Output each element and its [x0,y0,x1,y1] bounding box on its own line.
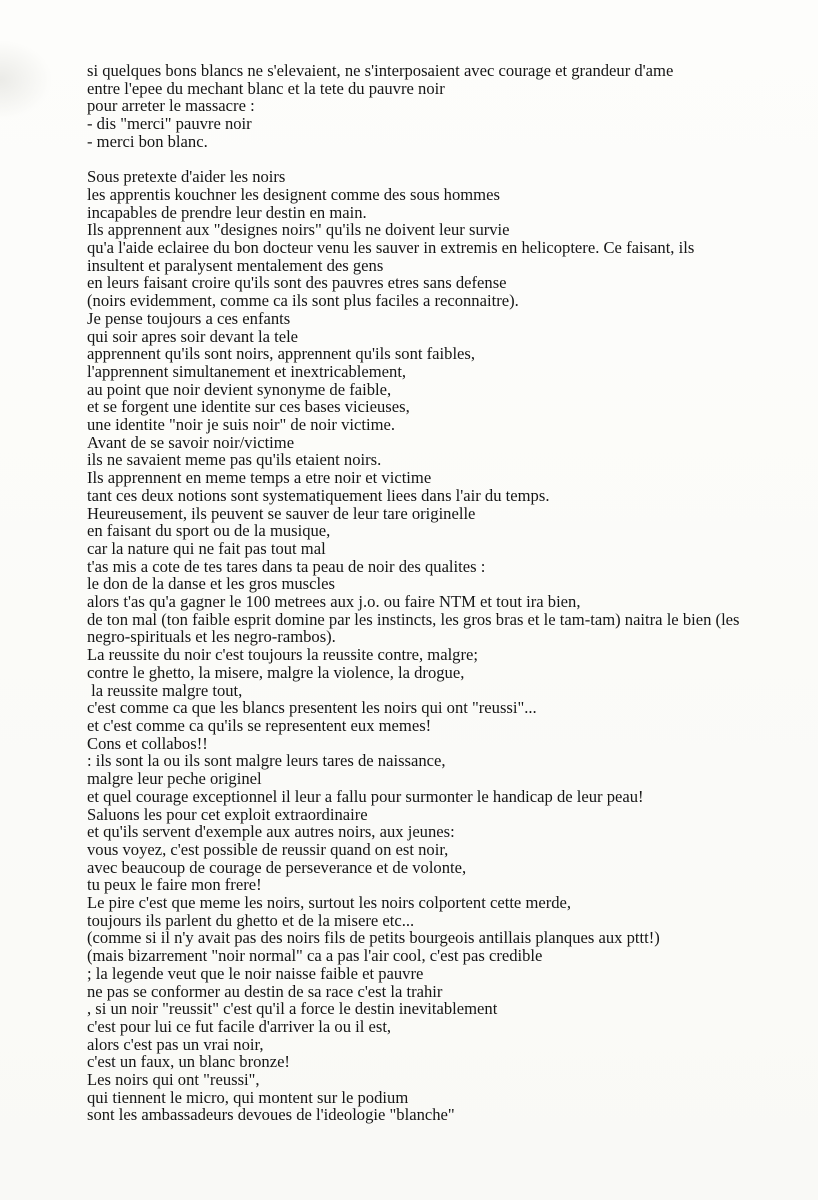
text-line: Sous pretexte d'aider les noirs [87,167,286,187]
text-line: insultent et paralysent mentalement des gens [87,255,384,275]
text-line: toujours ils parlent du ghetto et de la misere etc... [87,910,415,930]
text-line: , si un noir "reussit" c'est qu'il a force le destin inevitablement [87,999,498,1019]
text-line: la reussite malgre tout, [87,680,243,700]
text-line: Le pire c'est que meme les noirs, surtout les noirs colportent cette merde, [87,893,572,913]
text-line: et qu'ils servent d'exemple aux autres noirs, aux jeunes: [87,822,455,842]
text-line: Ils apprennent aux "designes noirs" qu'ils ne doivent leur survie [87,220,510,240]
text-line: le don de la danse et les gros muscles [87,574,335,594]
text-line: apprennent qu'ils sont noirs, apprennent qu'ils sont faibles, [87,344,476,364]
text-line: malgre leur peche originel [87,769,262,789]
text-line: entre l'epee du mechant blanc et la tete du pauvre noir [87,78,445,98]
text-line: c'est comme ca que les blancs presentent les noirs qui ont "reussi"... [87,698,537,718]
text-line: incapables de prendre leur destin en main. [87,202,367,222]
text-line: - dis "merci" pauvre noir [87,114,252,134]
text-line: les apprentis kouchner les designent comme des sous hommes [87,184,500,204]
text-line: alors t'as qu'a gagner le 100 metrees aux j.o. ou faire NTM et tout ira bien, [87,592,581,612]
text-line: de ton mal (ton faible esprit domine par les instincts, les gros bras et le tam-tam) naitra le bien (les [87,609,740,629]
text-line: La reussite du noir c'est toujours la reussite contre, malgre; [87,645,478,665]
text-line: ; la legende veut que le noir naisse faible et pauvre [87,963,424,983]
text-line: et quel courage exceptionnel il leur a fallu pour surmonter le handicap de leur peau! [87,786,644,806]
text-line: - merci bon blanc. [87,131,208,151]
text-line: en faisant du sport ou de la musique, [87,521,331,541]
text-line: Avant de se savoir noir/victime [87,432,295,452]
text-line: negro-spirituals et les negro-rambos). [87,627,336,647]
text-line: Heureusement, ils peuvent se sauver de leur tare originelle [87,503,476,523]
text-line: vous voyez, c'est possible de reussir quand on est noir, [87,839,449,859]
text-line: sont les ambassadeurs devoues de l'ideologie "blanche" [87,1105,455,1125]
text-line: et se forgent une identite sur ces bases vicieuses, [87,397,410,417]
text-line: pour arreter le massacre : [87,96,255,116]
text-line: : ils sont la ou ils sont malgre leurs tares de naissance, [87,751,446,771]
blank-line [87,151,803,169]
text-line: alors c'est pas un vrai noir, [87,1034,264,1054]
text-line: Ils apprennent en meme temps a etre noir et victime [87,468,432,488]
text-line: l'apprennent simultanement et inextricablement, [87,361,407,381]
text-line: contre le ghetto, la misere, malgre la violence, la drogue, [87,662,465,682]
text-line: Je pense toujours a ces enfants [87,308,291,328]
text-line: (comme si il n'y avait pas des noirs fils de petits bourgeois antillais planques aux pttt!) [87,928,660,948]
text-line: et c'est comme ca qu'ils se representent eux memes! [87,716,432,735]
text-line: (noirs evidemment, comme ca ils sont plus faciles a reconnaitre). [87,291,519,311]
text-line: ne pas se conformer au destin de sa race c'est la trahir [87,981,443,1001]
text-line: une identite "noir je suis noir" de noir victime. [87,415,396,435]
text-line: (mais bizarrement "noir normal" ca a pas l'air cool, c'est pas credible [87,946,543,966]
text-line: en leurs faisant croire qu'ils sont des pauvres etres sans defense [87,273,507,293]
text-line: qu'a l'aide eclairee du bon docteur venu les sauver in extremis en helicoptere. Ce faisant, ils [87,238,695,258]
text-line: c'est pour lui ce fut facile d'arriver la ou il est, [87,1016,392,1036]
text-line: c'est un faux, un blanc bronze! [87,1052,290,1072]
text-line: au point que noir devient synonyme de faible, [87,379,392,399]
text-line: tant ces deux notions sont systematiquement liees dans l'air du temps. [87,485,550,505]
text-line: tu peux le faire mon frere! [87,875,262,895]
text-line: qui tiennent le micro, qui montent sur le podium [87,1087,409,1107]
text-line: car la nature qui ne fait pas tout mal [87,538,326,558]
document-text [87,62,803,1124]
text-line: t'as mis a cote de tes tares dans ta peau de noir des qualites : [87,556,486,576]
text-line: Saluons les pour cet exploit extraordinaire [87,804,368,824]
text-line: Cons et collabos!! [87,733,208,753]
text-line: ils ne savaient meme pas qu'ils etaient noirs. [87,450,382,470]
text-line: qui soir apres soir devant la tele [87,326,299,346]
text-line: si quelques bons blancs ne s'elevaient, ne s'interposaient avec courage et grandeur d'ame [87,61,674,80]
paper-edge-shadow [0,40,52,120]
text-line: Les noirs qui ont "reussi", [87,1070,260,1090]
text-line: avec beaucoup de courage de perseverance et de volonte, [87,857,467,877]
